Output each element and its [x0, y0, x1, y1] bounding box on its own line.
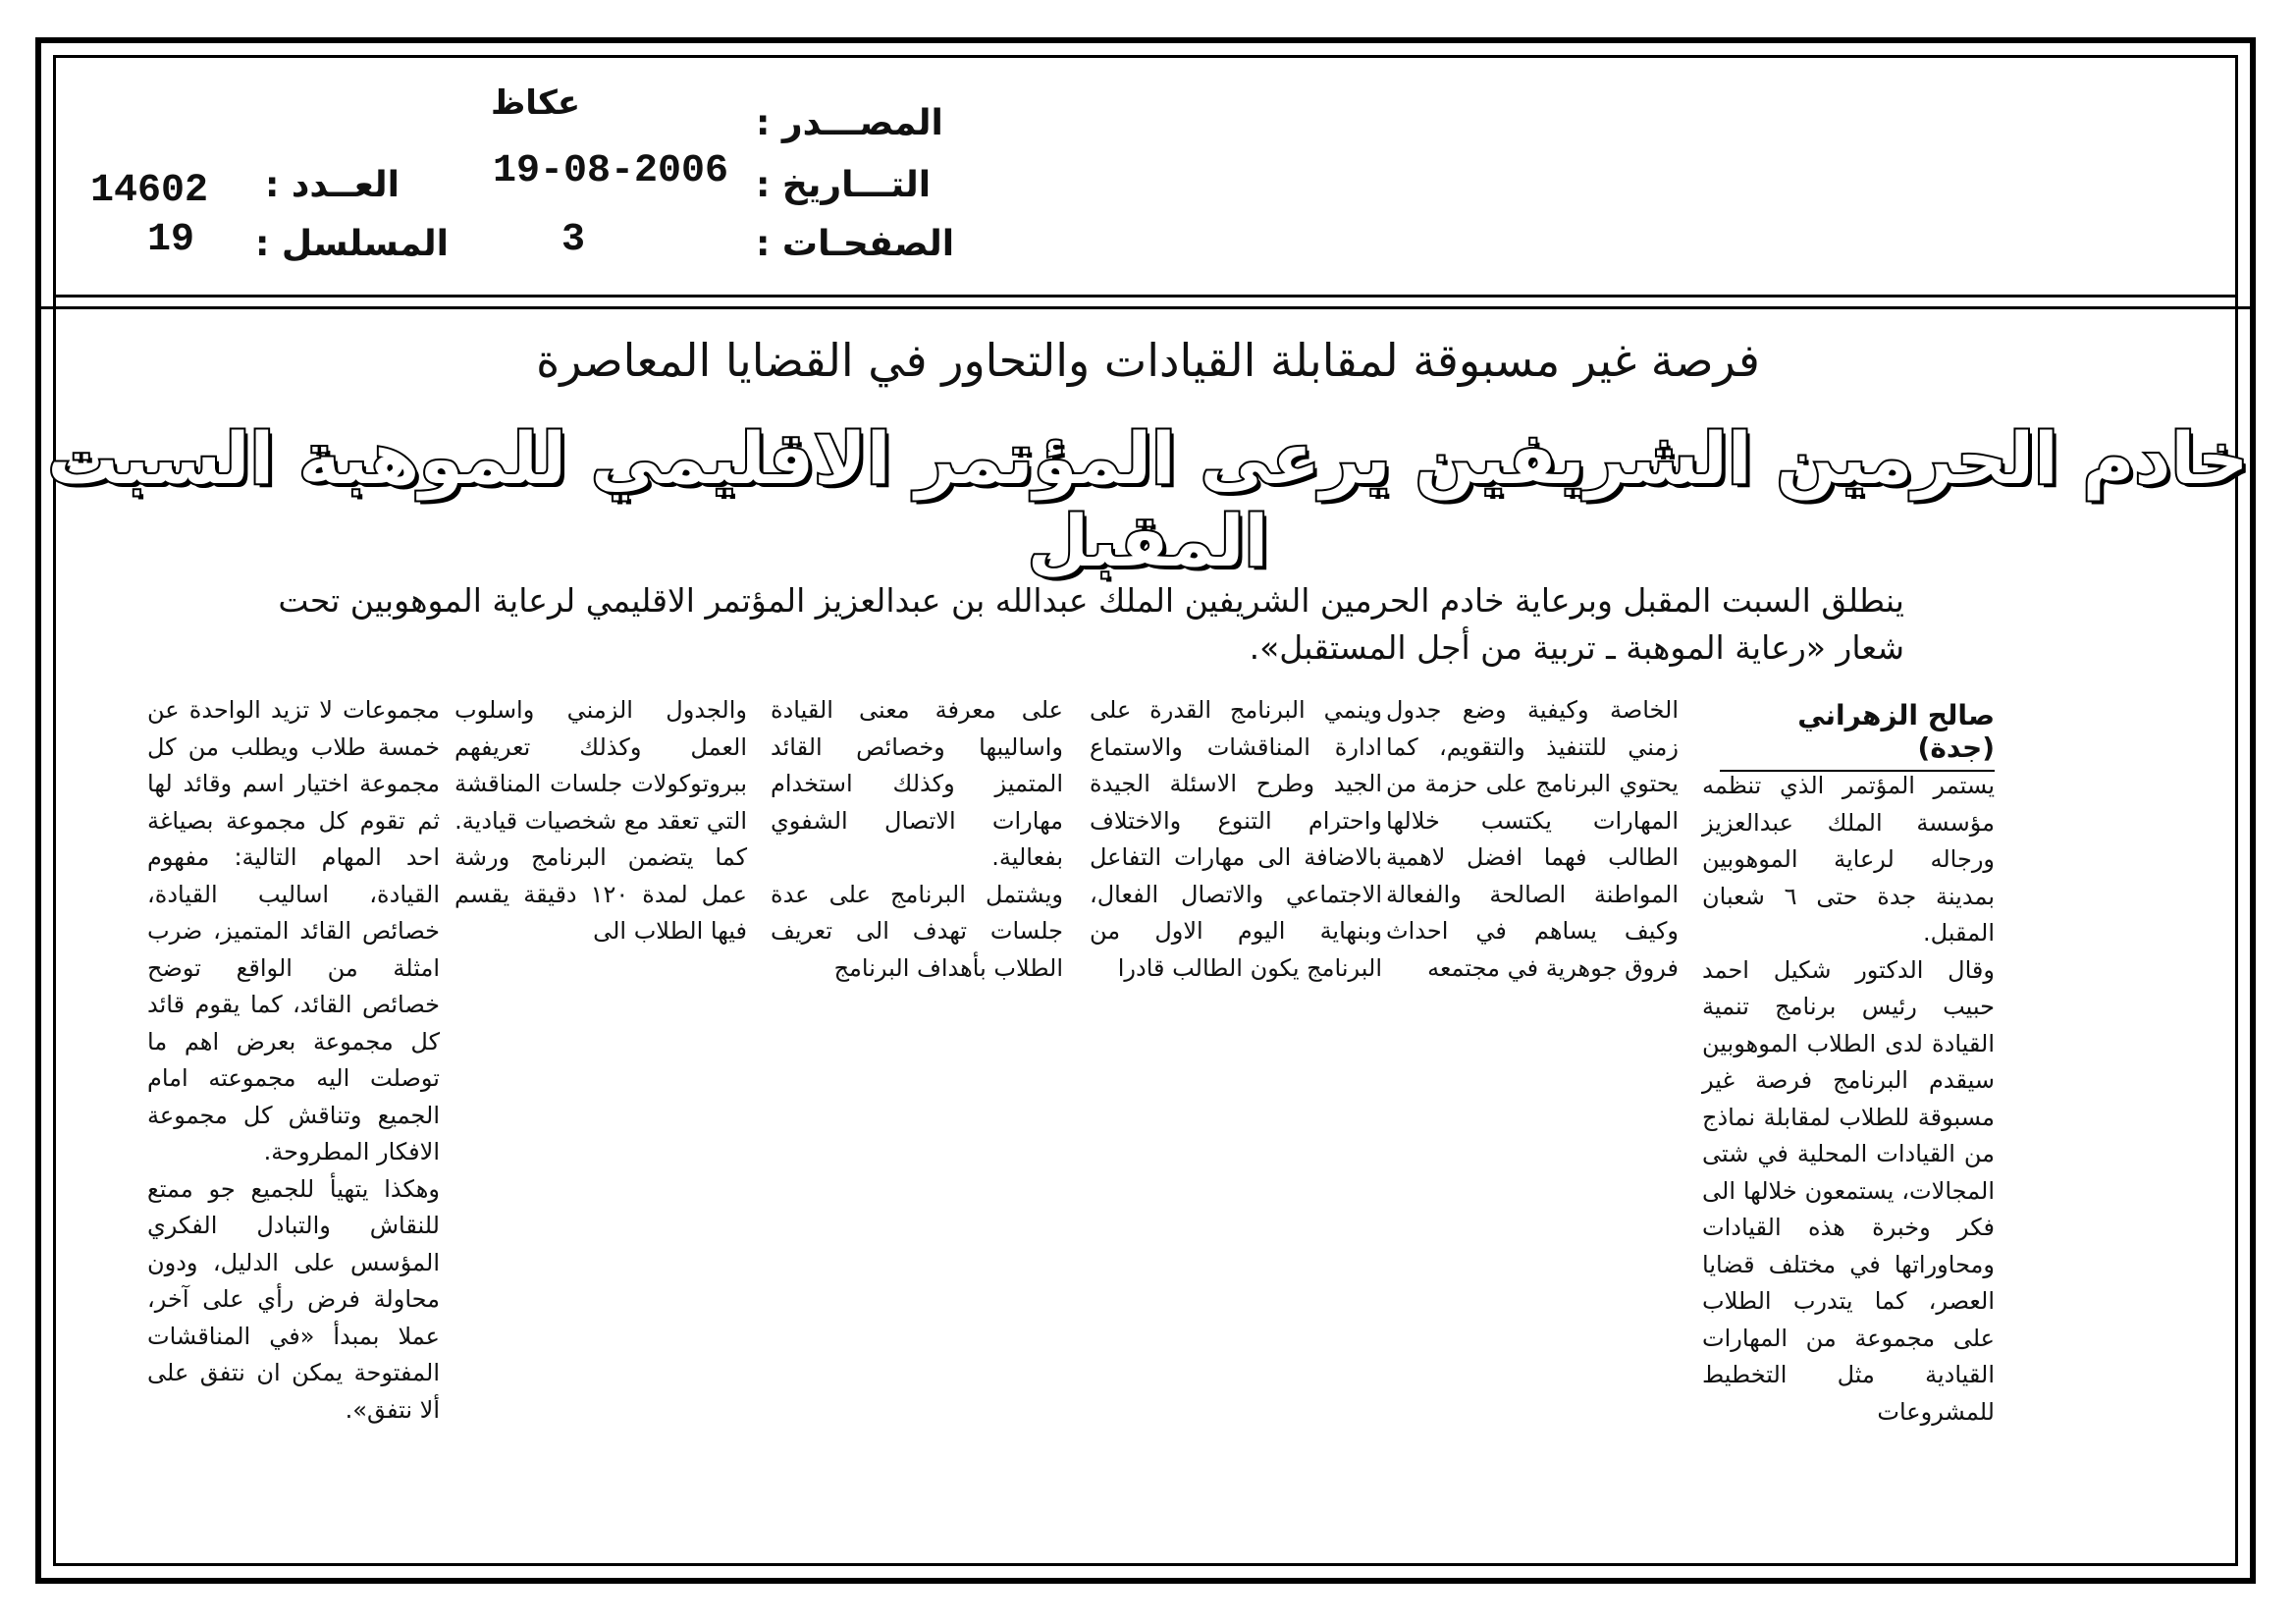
issue-value: 14602 [90, 169, 209, 213]
header-divider-secondary [35, 306, 2256, 309]
article-lead: ينطلق السبت المقبل وبرعاية خادم الحرمين الشريفين الملك عبدالله بن عبدالعزيز المؤتمر الاقليمي لرعاية الموهوبين تحت شعار «رعاية الموهبة ـ تربية من أجل المستقبل». [278, 581, 1904, 667]
pages-label: الصفحـات : [756, 224, 955, 264]
article-column-2: الخاصة وكيفية وضع جدول زمني للتنفيذ والتقويم، كما يحتوي البرنامج على حزمة من المهارات يكتسب خلالها الطالب فهما افضل لاهمية المواطنة الصالحة والفعالة وكيف يساهم في احداث فروق جوهرية في مجتمعه [1386, 696, 1679, 982]
article-column-3: وينمي البرنامج القدرة على ادارة المناقشات والاستماع الجيد وطرح الاسئلة الجيدة واحترام التنوع والاختلاف بالاضافة الى مهارات التفاعل الاجتماعي والاتصال الفعال، وبنهاية اليوم الاول من البرنامج يكون الطالب قادرا [1090, 696, 1382, 982]
article-byline: صالح الزهراني (جدة) [1720, 699, 1995, 772]
date-value: 19-08-2006 [493, 149, 729, 193]
source-value: عكاظ [491, 83, 581, 123]
source-label: المصـــدر : [756, 103, 943, 143]
article-column-1: يستمر المؤتمر الذي تنظمه مؤسسة الملك عبدالعزيز ورجاله لرعاية الموهوبين بمدينة جدة حتى ٦ شعبان المقبل. وقال الدكتور شكيل احمد حبيب رئيس برنامج تنمية القيادة لدى الطلاب الموهوبين سيقدم البرنامج فرصة غير مسبوقة للطلاب لمقابلة نماذج من القيادات المحلية في شتى المجالات، يستمعون خلالها الى فكر وخبرة هذه القيادات ومحاوراتها في مختلف قضايا العصر، كما يتدرب الطلاب على مجموعة من المهارات القيادية مثل التخطيط للمشروعات [1702, 772, 1995, 1426]
date-label: التـــاريخ : [756, 165, 932, 205]
serial-label: المسلسل : [255, 224, 450, 264]
pages-value: 3 [561, 218, 586, 262]
issue-label: العــدد : [265, 165, 400, 205]
serial-value: 19 [147, 218, 195, 262]
article-column-4: على معرفة معنى القيادة واساليبها وخصائص القائد المتميز وكذلك استخدام مهارات الاتصال الشفوي بفعالية. ويشتمل البرنامج على عدة جلسات تهدف الى تعريف الطلاب بأهداف البرنامج [771, 696, 1063, 982]
article-column-5: والجدول الزمني واسلوب العمل وكذلك تعريفهم ببروتوكولات جلسات المناقشة التي تعقد مع شخصيات قيادية. كما يتضمن البرنامج ورشة عمل لمدة ١٢٠ دقيقة يقسم فيها الطلاب الى [454, 696, 747, 945]
header-divider [53, 295, 2238, 298]
article-column-6: مجموعات لا تزيد الواحدة عن خمسة طلاب ويطلب من كل مجموعة اختيار اسم وقائد لها ثم تقوم كل مجموعة بصياغة احد المهام التالية: مفهوم القيادة، اساليب القيادة، خصائص القائد المتميز، ضرب امثلة من الواقع توضح خصائص القائد، كما يقوم قائد كل مجموعة بعرض اهم ما توصلت اليه مجموعته امام الجميع وتناقش كل مجموعة الافكار المطروحة. وهكذا يتهيأ للجميع جو ممتع للنقاش والتبادل الفكري المؤسس على الدليل، ودون محاولة فرض رأي على آخر، عملا بمبدأ «في المناقشات المفتوحة يمكن ان نتفق على ألا نتفق». [147, 696, 440, 1424]
article-kicker: فرصة غير مسبوقة لمقابلة القيادات والتحاور في القضايا المعاصرة [536, 334, 1760, 387]
article-headline: خادم الحرمين الشريفين يرعى المؤتمر الاقليمي للموهبة السبت المقبل [47, 417, 2249, 582]
